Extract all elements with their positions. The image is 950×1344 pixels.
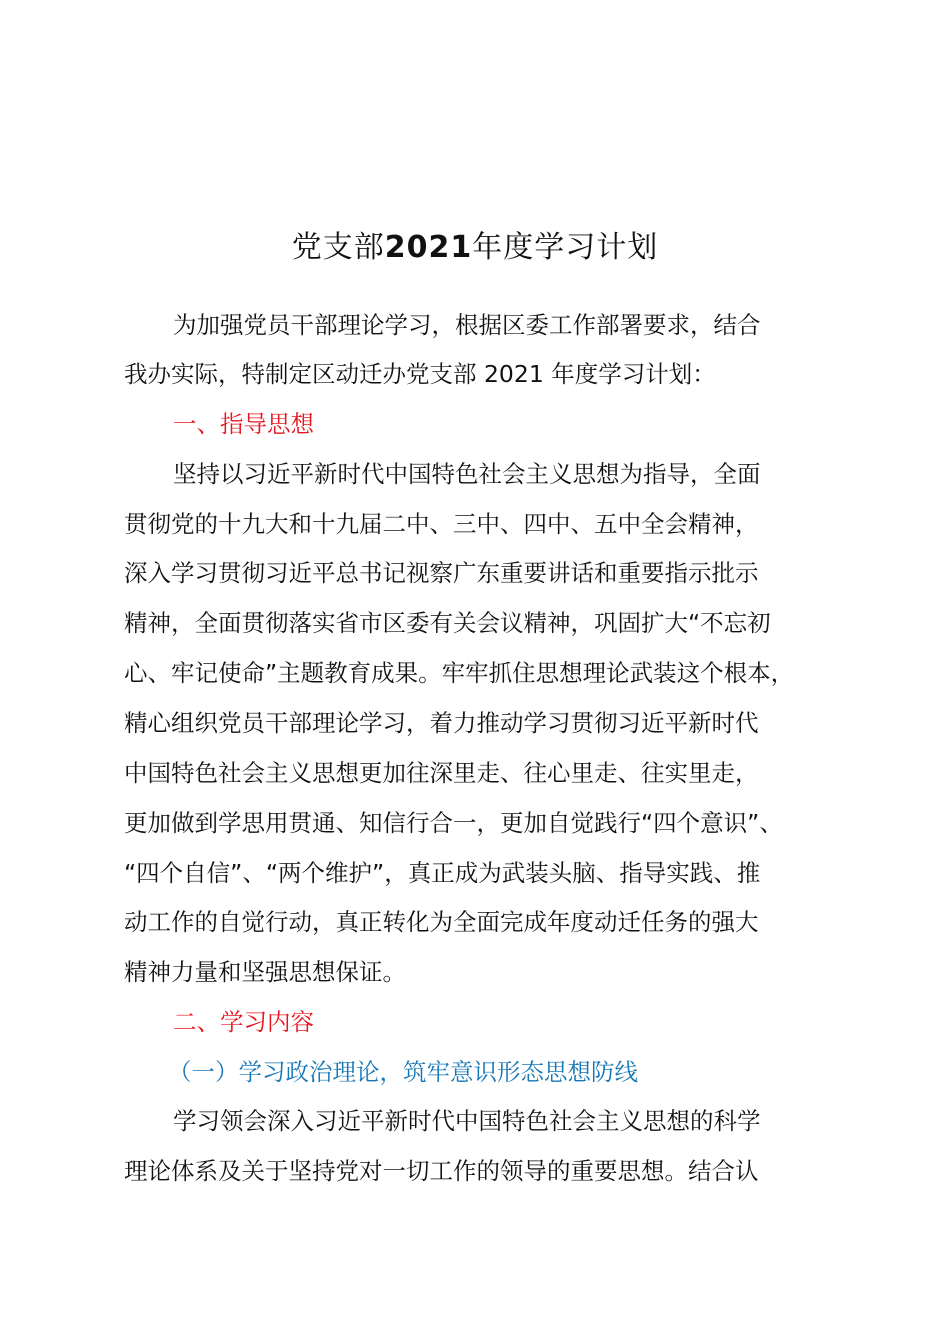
section-heading-study-content: 二、学习内容 — [173, 1008, 314, 1036]
paragraph-line: 心、牢记使命”主题教育成果。牢牢抓住思想理论武装这个根本， — [124, 659, 795, 687]
paragraph-line: 学习领会深入习近平新时代中国特色社会主义思想的科学 — [173, 1107, 761, 1135]
paragraph-line: “四个自信”、“两个维护”，真正成为武装头脑、指导实践、推 — [124, 859, 761, 887]
title-year: 2021 — [384, 230, 473, 265]
paragraph-line: 深入学习贯彻习近平总书记视察广东重要讲话和重要指示批示 — [124, 559, 759, 587]
intro-line-1: 为加强党员干部理论学习，根据区委工作部署要求，结合 — [173, 311, 761, 339]
paragraph-line: 贯彻党的十九大和十九届二中、三中、四中、五中全会精神， — [124, 510, 759, 538]
paragraph-line: 更加做到学思用贯通、知信行合一，更加自觉践行“四个意识”、 — [124, 809, 783, 837]
title-prefix: 党支部 — [291, 230, 385, 265]
paragraph-line: 精神，全面贯彻落实省市区委有关会议精神，巩固扩大“不忘初 — [124, 609, 771, 637]
paragraph-line: 动工作的自觉行动，真正转化为全面完成年度动迁任务的强大 — [124, 908, 759, 936]
section-heading-guiding-thought: 一、指导思想 — [173, 410, 314, 438]
paragraph-line: 坚持以习近平新时代中国特色社会主义思想为指导，全面 — [173, 460, 761, 488]
paragraph-line: 中国特色社会主义思想更加往深里走、往心里走、往实里走， — [124, 759, 759, 787]
title-suffix: 年度学习计划 — [472, 230, 659, 265]
intro-line-2: 我办实际，特制定区动迁办党支部 2021 年度学习计划： — [124, 360, 716, 388]
paragraph-line: 精心组织党员干部理论学习，着力推动学习贯彻习近平新时代 — [124, 709, 759, 737]
subsection-heading-political-theory: （一）学习政治理论，筑牢意识形态思想防线 — [168, 1058, 638, 1086]
paragraph-line: 精神力量和坚强思想保证。 — [124, 958, 406, 986]
document-title — [0, 226, 950, 270]
paragraph-line: 理论体系及关于坚持党对一切工作的领导的重要思想。结合认 — [124, 1157, 759, 1185]
